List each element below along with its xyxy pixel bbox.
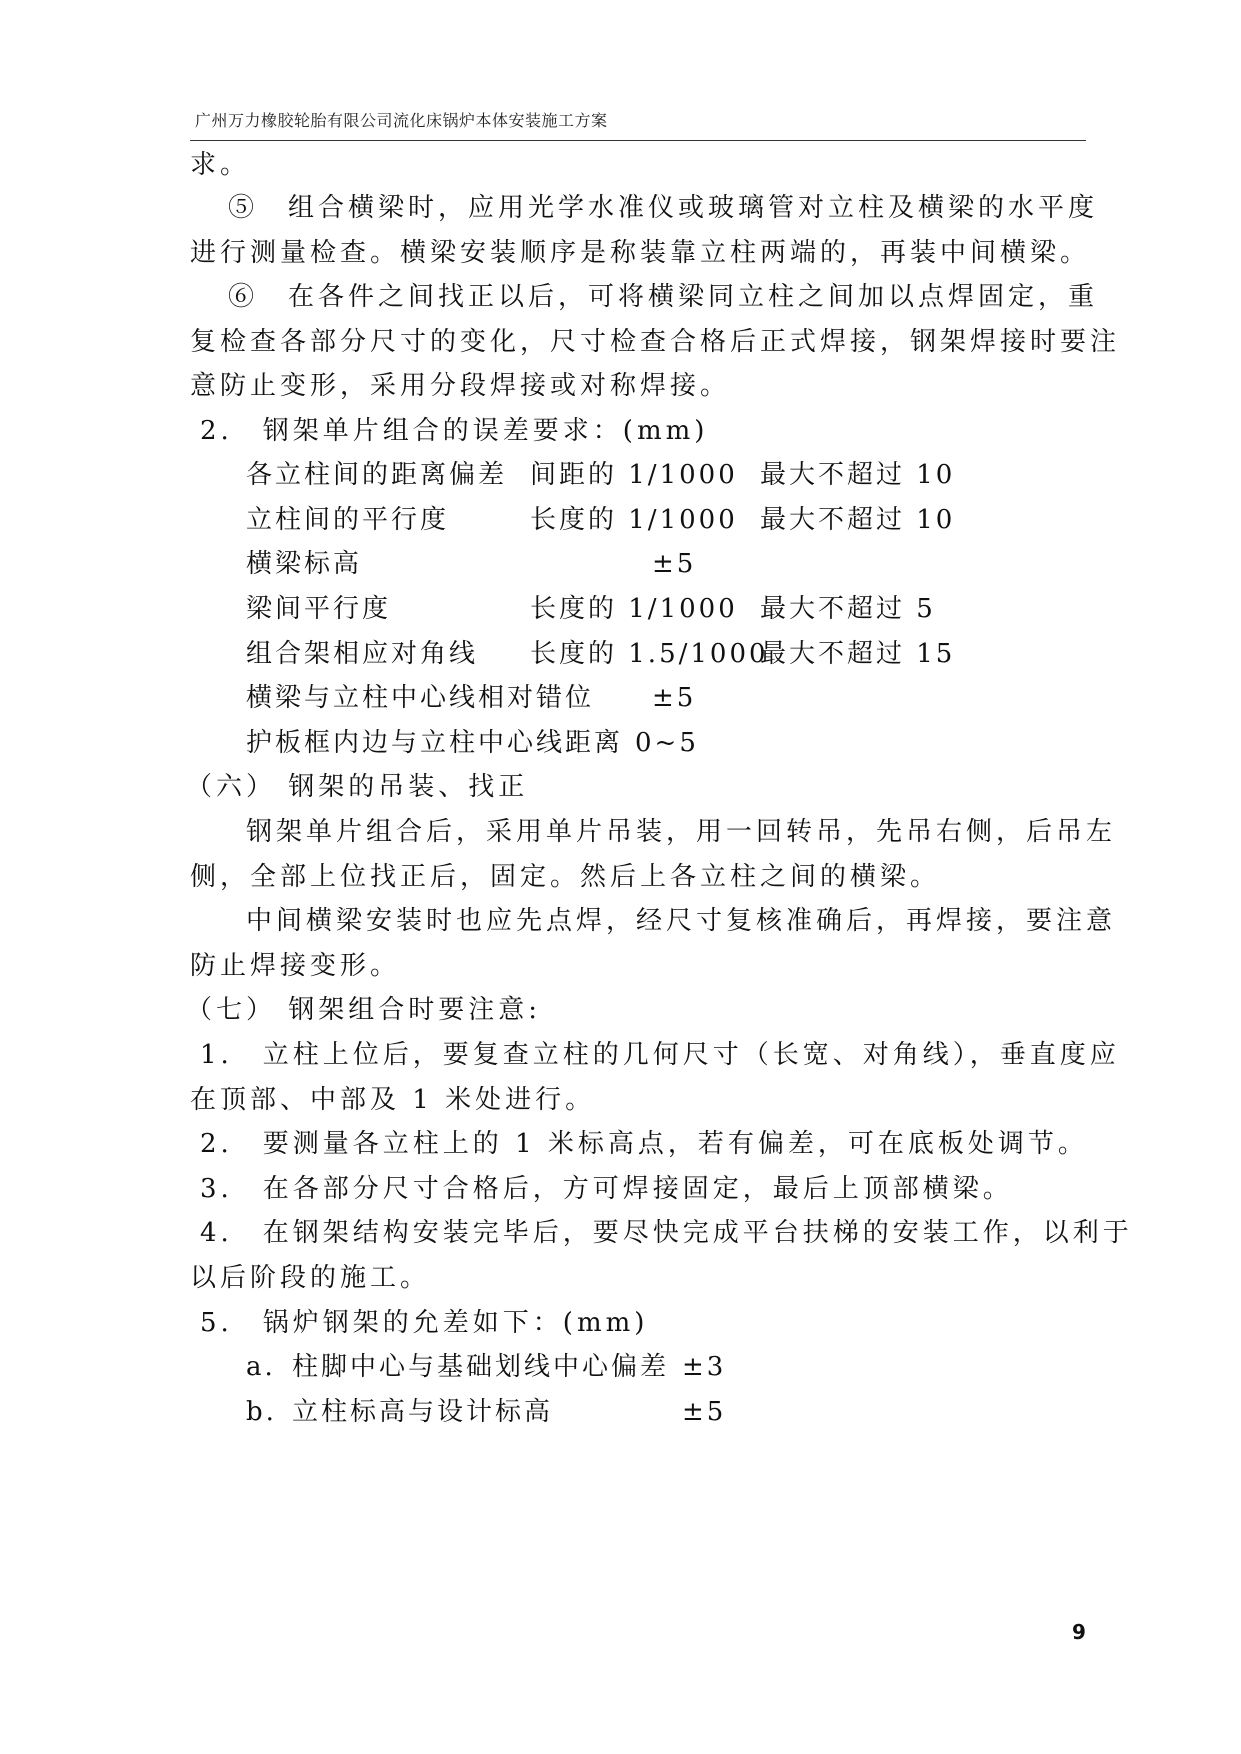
table-item: 立柱间的平行度 xyxy=(246,505,450,535)
section-7-item-1-line-1: 1. 立柱上位后，要复查立柱的几何尺寸（长宽、对角线），垂直度应 xyxy=(200,1040,1120,1070)
table-value: 长度的 1.5/1000 xyxy=(530,639,769,669)
list-item-text: 柱脚中心与基础划线中心偏差 xyxy=(292,1352,670,1382)
section-6-heading: （六） 钢架的吊装、找正 xyxy=(186,772,529,802)
table-item: 护板框内边与立柱中心线距离 xyxy=(246,728,624,758)
table-limit: 最大不超过 10 xyxy=(760,505,956,535)
section-6-para-2-line-2: 防止焊接变形。 xyxy=(190,951,401,981)
section-7-item-5: 5. 锅炉钢架的允差如下：(mm) xyxy=(200,1308,649,1338)
header-divider xyxy=(190,140,1086,141)
item-2-heading: 2. 钢架单片组合的误差要求：(mm) xyxy=(200,416,709,446)
list-item-label: b. xyxy=(246,1397,277,1427)
section-7-item-2: 2. 要测量各立柱上的 1 米标高点，若有偏差，可在底板处调节。 xyxy=(200,1129,1088,1159)
section-6-para-2-line-1: 中间横梁安装时也应先点焊，经尺寸复核准确后，再焊接，要注意 xyxy=(246,906,1117,936)
table-value: 0~5 xyxy=(635,728,699,758)
document-header-title: 广州万力橡胶轮胎有限公司流化床锅炉本体安装施工方案 xyxy=(195,111,608,130)
list-item-value: ±3 xyxy=(682,1352,727,1382)
list-item-label: a. xyxy=(246,1352,276,1382)
section-6-para-1-line-2: 侧，全部上位找正后，固定。然后上各立柱之间的横梁。 xyxy=(190,862,941,892)
step-6-line-2: 复检查各部分尺寸的变化，尺寸检查合格后正式焊接，钢架焊接时要注 xyxy=(190,327,1121,357)
table-limit: 最大不超过 10 xyxy=(760,460,956,490)
list-item-value: ±5 xyxy=(682,1397,727,1427)
section-7-heading: （七） 钢架组合时要注意: xyxy=(186,995,542,1025)
step-5-line-2: 进行测量检查。横梁安装顺序是称装靠立柱两端的，再装中间横梁。 xyxy=(190,238,1091,268)
continued-text: 求。 xyxy=(190,150,251,180)
table-value: ±5 xyxy=(652,683,697,713)
step-6-line-1: ⑥ 在各件之间找正以后，可将横梁同立柱之间加以点焊固定，重 xyxy=(228,282,1099,312)
section-7-item-4-line-1: 4. 在钢架结构安装完毕后，要尽快完成平台扶梯的安装工作，以利于 xyxy=(200,1218,1133,1248)
section-7-item-4-line-2: 以后阶段的施工。 xyxy=(190,1263,431,1293)
section-7-item-1-line-2: 在顶部、中部及 1 米处进行。 xyxy=(190,1085,596,1115)
section-6-para-1-line-1: 钢架单片组合后，采用单片吊装，用一回转吊，先吊右侧，后吊左 xyxy=(246,817,1117,847)
step-5-line-1: ⑤ 组合横梁时，应用光学水准仪或玻璃管对立柱及横梁的水平度 xyxy=(228,193,1099,223)
table-item: 横梁与立柱中心线相对错位 xyxy=(246,683,595,713)
table-value: 长度的 1/1000 xyxy=(530,594,738,624)
table-limit: 最大不超过 15 xyxy=(760,639,956,669)
table-limit: 最大不超过 5 xyxy=(760,594,936,624)
page-number: 9 xyxy=(1072,1620,1086,1644)
section-7-item-3: 3. 在各部分尺寸合格后，方可焊接固定，最后上顶部横梁。 xyxy=(200,1174,1013,1204)
step-6-line-3: 意防止变形，采用分段焊接或对称焊接。 xyxy=(190,371,731,401)
table-item: 横梁标高 xyxy=(246,549,363,579)
table-value: 长度的 1/1000 xyxy=(530,505,738,535)
table-item: 各立柱间的距离偏差 xyxy=(246,460,508,490)
list-item-text: 立柱标高与设计标高 xyxy=(292,1397,554,1427)
table-value: 间距的 1/1000 xyxy=(530,460,738,490)
table-item: 组合架相应对角线 xyxy=(246,639,479,669)
table-item: 梁间平行度 xyxy=(246,594,392,624)
table-value: ±5 xyxy=(652,549,697,579)
